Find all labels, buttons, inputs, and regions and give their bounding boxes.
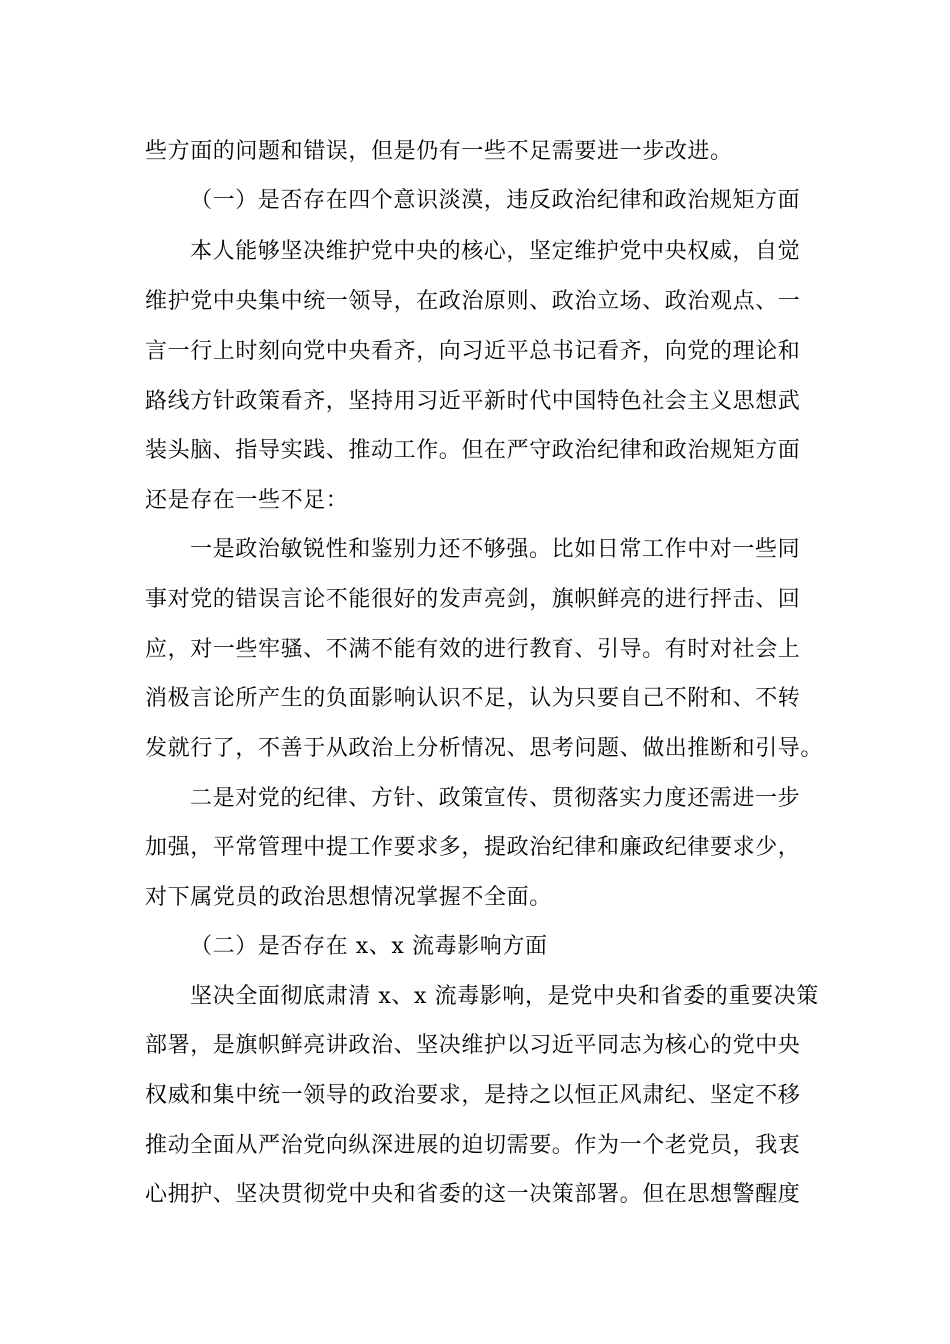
text-line: 本人能够坚决维护党中央的核心，坚定维护党中央权威，自觉 <box>190 239 801 264</box>
text-line: 权威和集中统一领导的政治要求，是持之以恒正风肃纪、坚定不移 <box>145 1083 801 1108</box>
text-line: 二是对党的纪律、方针、政策宣传、贯彻落实力度还需进一步 <box>190 786 801 811</box>
text-line: 言一行上时刻向党中央看齐，向习近平总书记看齐，向党的理论和 <box>145 339 801 364</box>
text-line: 维护党中央集中统一领导，在政治原则、政治立场、政治观点、一 <box>145 289 801 314</box>
text-line: 装头脑、指导实践、推动工作。但在严守政治纪律和政治规矩方面 <box>145 438 801 463</box>
text-line: 消极言论所产生的负面影响认识不足，认为只要自己不附和、不转 <box>145 686 801 711</box>
text-line: 路线方针政策看齐，坚持用习近平新时代中国特色社会主义思想武 <box>145 389 801 414</box>
text-line: 对下属党员的政治思想情况掌握不全面。 <box>145 885 552 910</box>
text-line: 加强，平常管理中提工作要求多，提政治纪律和廉政纪律要求少， <box>145 835 801 860</box>
text-line: 应，对一些牢骚、不满不能有效的进行教育、引导。有时对社会上 <box>145 637 801 662</box>
text-line: 一是政治敏锐性和鉴别力还不够强。比如日常工作中对一些同 <box>190 537 801 562</box>
section-heading: （二）是否存在 x、x 流毒影响方面 <box>190 934 548 959</box>
text-line: 事对党的错误言论不能很好的发声亮剑，旗帜鲜亮的进行抨击、回 <box>145 587 801 612</box>
text-line: 些方面的问题和错误，但是仍有一些不足需要进一步改进。 <box>145 139 733 164</box>
text-line: 发就行了，不善于从政治上分析情况、思考问题、做出推断和引导。 <box>145 736 824 761</box>
text-line: 部署，是旗帜鲜亮讲政治、坚决维护以习近平同志为核心的党中央 <box>145 1033 801 1058</box>
text-line: 推动全面从严治党向纵深进展的迫切需要。作为一个老党员，我衷 <box>145 1133 801 1158</box>
text-line: 还是存在一些不足： <box>145 488 349 513</box>
text-line: 坚决全面彻底肃清 x、x 流毒影响，是党中央和省委的重要决策 <box>190 984 819 1009</box>
text-line: 心拥护、坚决贯彻党中央和省委的这一决策部署。但在思想警醒度 <box>145 1182 801 1207</box>
section-heading: （一）是否存在四个意识淡漠，违反政治纪律和政治规矩方面 <box>190 188 801 213</box>
